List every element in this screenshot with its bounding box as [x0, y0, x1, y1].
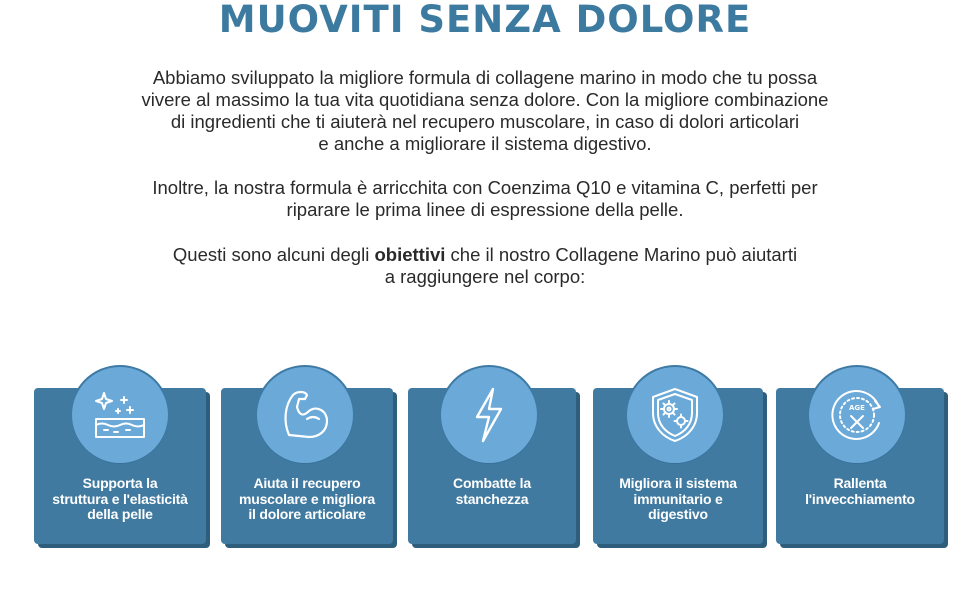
skin-sparkle-icon [72, 367, 168, 463]
objectives-bold: obiettivi [374, 244, 446, 265]
muscle-arm-icon [257, 367, 353, 463]
page-title: MUOVITI SENZA DOLORE [218, 0, 752, 41]
card-label: Aiuta il recupero muscolare e migliora il dolore articolare [238, 475, 376, 522]
age-icon-text: AGE [849, 404, 865, 412]
card-label: Supporta la struttura e l'elasticità della pelle [52, 475, 188, 522]
card-label: Combatte la stanchezza [453, 475, 531, 507]
formula-paragraph: Inoltre, la nostra formula è arricchita con Coenzima Q10 e vitamina C, perfetti per riparare le prima linee di espressione della pelle. [152, 177, 818, 220]
intro-paragraph: Abbiamo sviluppato la migliore formula di collagene marino in modo che tu possa vivere al massimo la tua vita quotidiana senza dolore. Con la migliore combinazione di ingredienti che ti aiuterà nel recupero muscolare, in caso di dolori articolari e anche a migliorare il sistema digestivo. [141, 67, 829, 154]
age-clock-icon [809, 367, 905, 463]
shield-gears-icon [627, 367, 723, 463]
objectives-paragraph: Questi sono alcuni degli obiettivi che il nostro Collagene Marino può aiutarti a raggiungere nel corpo: [172, 244, 798, 287]
card-label: Migliora il sistema immunitario e digestivo [619, 475, 737, 522]
lightning-bolt-icon [441, 367, 537, 463]
card-label: Rallenta l'invecchiamento [805, 475, 915, 507]
